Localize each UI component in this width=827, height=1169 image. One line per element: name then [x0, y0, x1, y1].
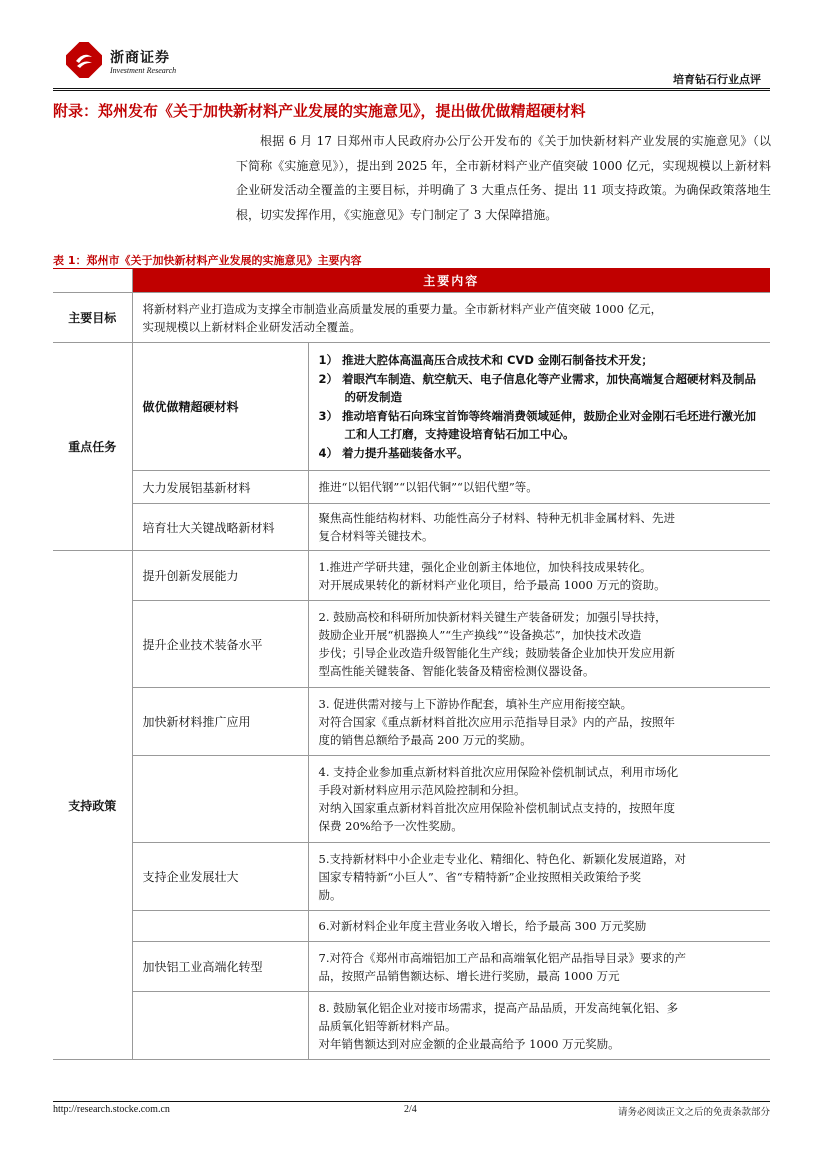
policy-line: 对符合国家《重点新材料首批次应用示范指导目录》内的产品，按照年: [318, 714, 675, 729]
footer-rule: [53, 1101, 770, 1102]
table-row: [53, 343, 770, 471]
table-row: [53, 551, 770, 601]
policy-name: [132, 992, 308, 1060]
task-content: 推进“以铝代钢”“以铝代铜”“以铝代塑”等。: [308, 471, 770, 504]
task-name: 做优做精超硬材料: [132, 343, 308, 471]
policy-line: 7.对符合《郑州市高端铝加工产品和高端氧化铝产品指导目录》要求的产: [318, 950, 686, 965]
table-header: 主要内容: [132, 269, 770, 293]
policy-line: 1.推进产学研共建，强化企业创新主体地位，加快科技成果转化。: [318, 559, 652, 574]
table-row: [53, 992, 770, 1060]
goal-content: [132, 293, 770, 343]
policy-line: 品，按照产品销售额达标、增长进行奖励，最高 1000 万元: [318, 968, 620, 983]
category-policies: 支持政策: [53, 551, 132, 1060]
goal-line: 实现规模以上新材料企业研发活动全覆盖。: [142, 319, 361, 334]
policy-line: 步伐；引导企业改造升级智能化生产线；鼓励装备企业加快开发应用新: [318, 646, 675, 660]
policy-line: 励。: [318, 887, 342, 902]
policy-content: [308, 992, 770, 1060]
policy-line: 6.对新材料企业年度主营业务收入增长，给予最高 300 万元奖励: [318, 919, 647, 933]
policy-name: [132, 756, 308, 843]
report-type: 培育钻石行业点评: [673, 73, 761, 86]
task-line: 聚焦高性能结构材料、功能性高分子材料、特种无机非金属材料、先进: [318, 511, 675, 525]
category-goal: 主要目标: [53, 293, 132, 343]
policy-line: 5.支持新材料中小企业走专业化、精细化、特色化、新颖化发展道路，对: [318, 851, 686, 866]
policy-table: [53, 269, 770, 1060]
policy-line: 手段对新材料应用示范风险控制和分担。: [318, 783, 526, 797]
table-row: [53, 756, 770, 843]
task-content: [308, 343, 770, 471]
policy-content: [308, 942, 770, 992]
policy-line: 鼓励企业开展“机器换人”“生产换线”“设备换芯”，加快技术改造: [318, 628, 642, 642]
task-name: 培育壮大关键战略新材料: [132, 504, 308, 551]
table-row: [53, 942, 770, 992]
policy-content: [308, 688, 770, 756]
footer-url[interactable]: http://research.stocke.com.cn: [53, 1104, 170, 1115]
table-row: [53, 293, 770, 343]
category-tasks: 重点任务: [53, 343, 132, 551]
policy-name: 提升企业技术装备水平: [132, 601, 308, 688]
policy-name: 提升创新发展能力: [132, 551, 308, 601]
policy-content: [308, 601, 770, 688]
task-item: 2） 着眼汽车制造、航空航天、电子信息化等产业需求，加快高端复合超硬材料及制品的研发制造: [318, 371, 757, 404]
policy-name: 加快铝工业高端化转型: [132, 942, 308, 992]
task-name: 大力发展铝基新材料: [132, 471, 308, 504]
table-row: [53, 601, 770, 688]
policy-line: 国家专精特新“小巨人”、省“专精特新”企业按照相关政策给予奖: [318, 869, 642, 884]
policy-content: [308, 551, 770, 601]
table-row: [53, 688, 770, 756]
policy-line: 对开展成果转化的新材料产业化项目，给予最高 1000 万元的资助。: [318, 577, 666, 592]
page-number: 2/4: [404, 1104, 417, 1115]
task-line: 复合材料等关键技术。: [318, 529, 434, 543]
task-content: [308, 504, 770, 551]
policy-name: 支持企业发展壮大: [132, 843, 308, 911]
brand-name-cn: 浙商证券: [110, 50, 170, 66]
policy-line: 度的销售总额给予最高 200 万元的奖励。: [318, 732, 532, 747]
policy-line: 保费 20%给予一次性奖励。: [318, 819, 463, 833]
policy-line: 2. 鼓励高校和科研所加快新材料关键生产装备研发；加强引导扶持，: [318, 610, 667, 624]
policy-content: [308, 843, 770, 911]
policy-content: [308, 911, 770, 942]
policy-line: 8. 鼓励氧化铝企业对接市场需求，提高产品品质，开发高纯氧化铝、多: [318, 1000, 679, 1015]
goal-line: 将新材料产业打造成为支撑全市制造业高质量发展的重要力量。全市新材料产业产值突破 1000 亿元，: [142, 301, 663, 316]
table-row: [53, 843, 770, 911]
table-header-row: [53, 269, 770, 293]
brand-name-en: Investment Research: [110, 66, 177, 75]
policy-content: [308, 756, 770, 843]
disclaimer-note: 请务必阅读正文之后的免责条款部分: [617, 1107, 770, 1118]
table-row: [53, 911, 770, 942]
section-title: 附录：郑州发布《关于加快新材料产业发展的实施意见》，提出做优做精超硬材料: [53, 102, 586, 120]
brand-logo-icon: [66, 42, 102, 78]
policy-name: [132, 911, 308, 942]
header-rule-secondary: [53, 90, 770, 91]
policy-line: 3. 促进供需对接与上下游协作配套，填补生产应用衔接空缺。: [318, 696, 633, 711]
policy-line: 对年销售额达到对应金额的企业最高给予 1000 万元奖励。: [318, 1036, 620, 1051]
policy-line: 对纳入国家重点新材料首批次应用保险补偿机制试点支持的，按照年度: [318, 801, 675, 815]
table-row: [53, 471, 770, 504]
policy-name: 加快新材料推广应用: [132, 688, 308, 756]
task-item: 3） 推动培育钻石向珠宝首饰等终端消费领域延伸，鼓励企业对金刚石毛坯进行激光加工和人工打磨，支持建设培育钻石加工中心。: [318, 408, 757, 441]
policy-line: 品质氧化铝等新材料产品。: [318, 1018, 457, 1033]
task-item: 1） 推进大腔体高温高压合成技术和 CVD 金刚石制备技术开发；: [318, 353, 653, 367]
table-row: [53, 504, 770, 551]
table-caption: 表 1：郑州市《关于加快新材料产业发展的实施意见》主要内容: [53, 254, 362, 267]
intro-paragraph: 根据 6 月 17 日郑州市人民政府办公厅公开发布的《关于加快新材料产业发展的实施意见》（以下简称《实施意见》），提出到 2025 年，全市新材料产业产值突破 1000 亿元，实现规模以上新材料企业研发活动全覆盖的主要目标，并明确了 3 大重点任务、提出 11 项支持政策。为确保政策落地生根，切实发挥作用，《实施意见》专门制定了 3 大保障措施。: [236, 134, 771, 222]
header-rule: [53, 88, 770, 89]
policy-line: 4. 支持企业参加重点新材料首批次应用保险补偿机制试点，利用市场化: [318, 765, 679, 779]
policy-line: 型高性能关键装备、智能化装备及精密检测仪器设备。: [318, 664, 595, 678]
task-item: 4） 着力提升基础装备水平。: [318, 445, 469, 460]
